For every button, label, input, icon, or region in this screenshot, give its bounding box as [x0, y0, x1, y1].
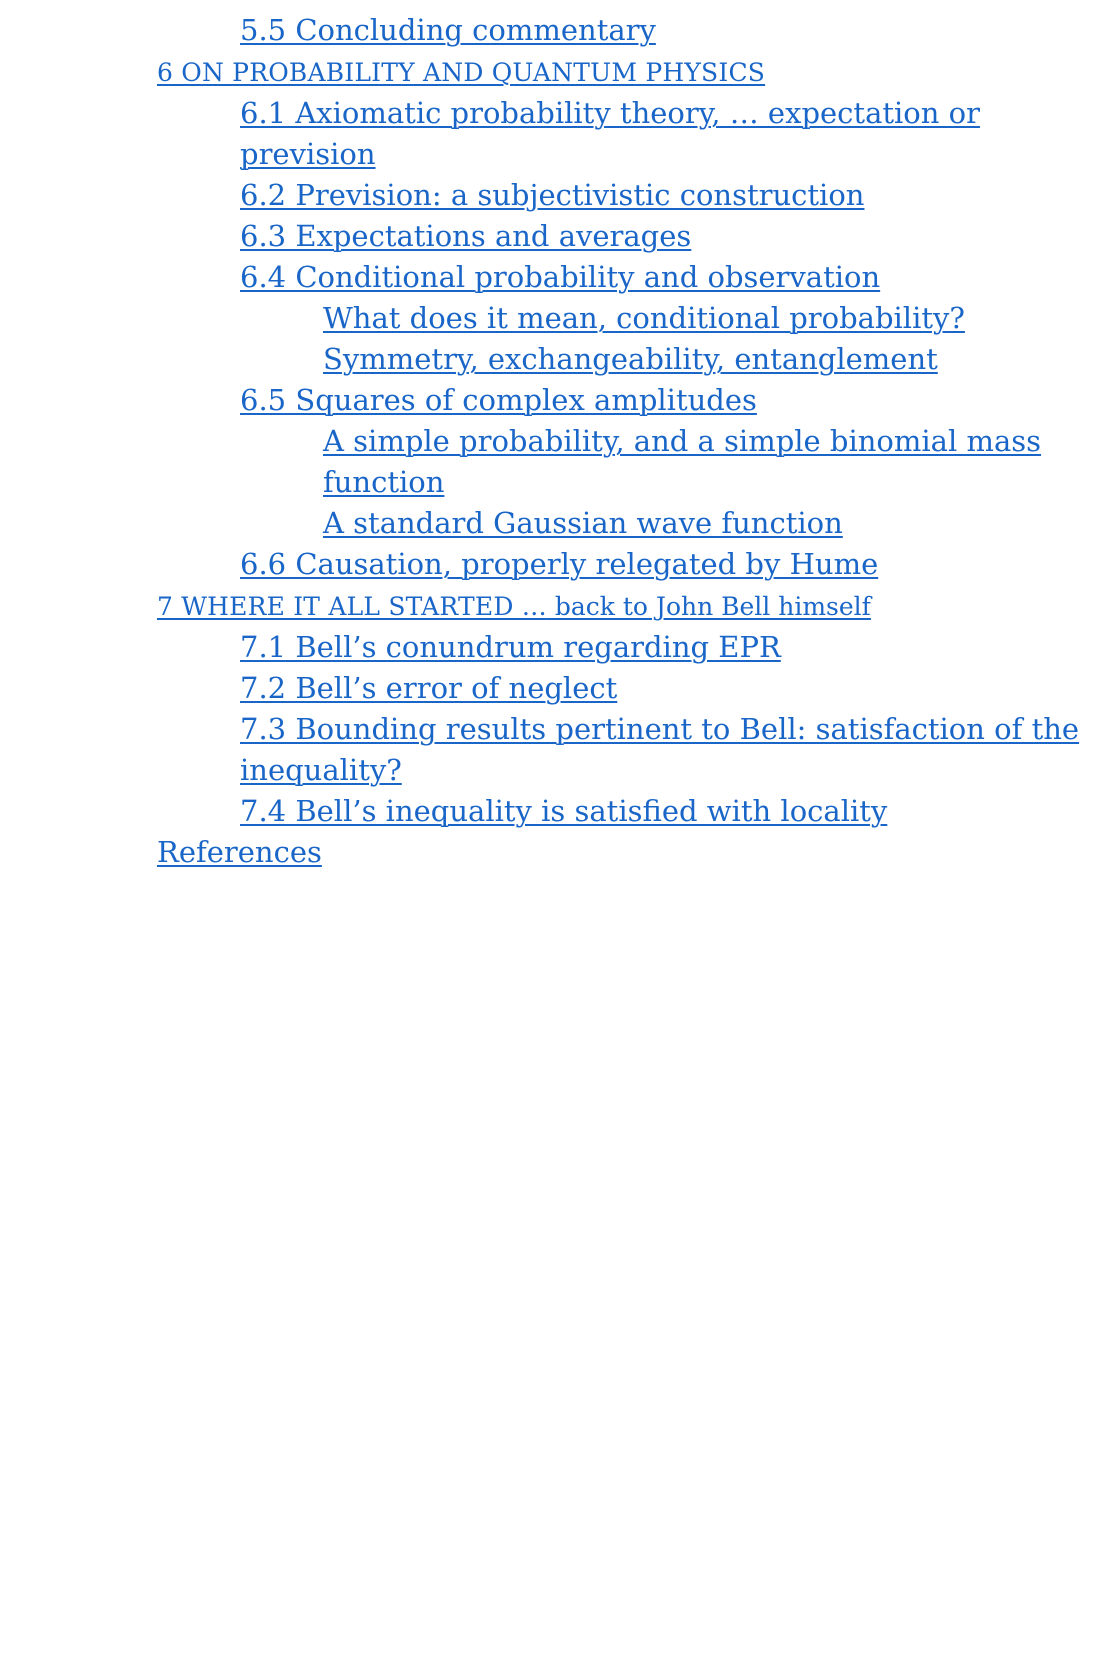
toc-entry-6-5 — [157, 380, 1057, 421]
toc-subentry-conditional-probability — [157, 298, 1057, 339]
toc-link-6-4[interactable]: 6.4 Conditional probability and observation — [240, 260, 881, 294]
toc-link-chapter-6[interactable] — [157, 54, 765, 88]
toc-chapter-7 — [157, 585, 1057, 627]
toc-link-6-2[interactable]: 6.2 Prevision: a subjectivistic construction — [240, 178, 865, 212]
toc-subentry-gaussian — [157, 503, 1057, 544]
toc-subentry-symmetry — [157, 339, 1057, 380]
toc-link-5-5[interactable]: 5.5 Concluding commentary — [240, 13, 656, 47]
toc-link-6-5[interactable]: 6.5 Squares of complex amplitudes — [240, 383, 757, 417]
toc-entry-5-5 — [157, 10, 1057, 51]
toc-link-symmetry[interactable]: Symmetry, exchangeability, entanglement — [323, 342, 938, 376]
toc-entry-7-1 — [157, 627, 1057, 668]
toc-link-7-1[interactable]: 7.1 Bell’s conundrum regarding EPR — [240, 630, 781, 664]
toc-entry-6-2 — [157, 175, 1057, 216]
table-of-contents — [157, 10, 1080, 873]
toc-link-chapter-7[interactable] — [157, 588, 871, 622]
toc-chapter-7-subtitle: back to John Bell himself — [546, 592, 871, 621]
toc-entry-6-4 — [157, 257, 1057, 298]
toc-entry-6-3 — [157, 216, 1057, 257]
toc-link-references[interactable]: References — [157, 835, 322, 869]
toc-link-6-6[interactable]: 6.6 Causation, properly relegated by Hume — [240, 547, 879, 581]
toc-subentry-binomial — [157, 421, 1112, 503]
toc-link-gaussian[interactable]: A standard Gaussian wave function — [323, 506, 843, 540]
toc-chapter-6 — [157, 51, 1057, 93]
toc-entry-7-2 — [157, 668, 1057, 709]
toc-entry-6-1 — [157, 93, 1100, 175]
toc-entry-7-4 — [157, 791, 1057, 832]
toc-link-binomial[interactable]: A simple probability, and a simple binomial mass function — [323, 424, 1042, 499]
toc-link-6-1[interactable]: 6.1 Axiomatic probability theory, … expectation or prevision — [240, 96, 980, 171]
toc-link-7-3[interactable]: 7.3 Bounding results pertinent to Bell: satisfaction of the inequality? — [240, 712, 1080, 787]
toc-entry-7-3 — [157, 709, 1090, 791]
toc-link-6-3[interactable]: 6.3 Expectations and averages — [240, 219, 692, 253]
toc-entry-references — [157, 832, 1057, 873]
toc-link-conditional-probability[interactable]: What does it mean, conditional probability? — [323, 301, 965, 335]
toc-link-7-2[interactable]: 7.2 Bell’s error of neglect — [240, 671, 618, 705]
toc-chapter-6-title: 6 ON PROBABILITY AND QUANTUM PHYSICS — [157, 58, 766, 87]
toc-link-7-4[interactable]: 7.4 Bell’s inequality is satisfied with locality — [240, 794, 888, 828]
toc-entry-6-6 — [157, 544, 1057, 585]
toc-chapter-7-title: 7 WHERE IT ALL STARTED … — [157, 592, 547, 621]
